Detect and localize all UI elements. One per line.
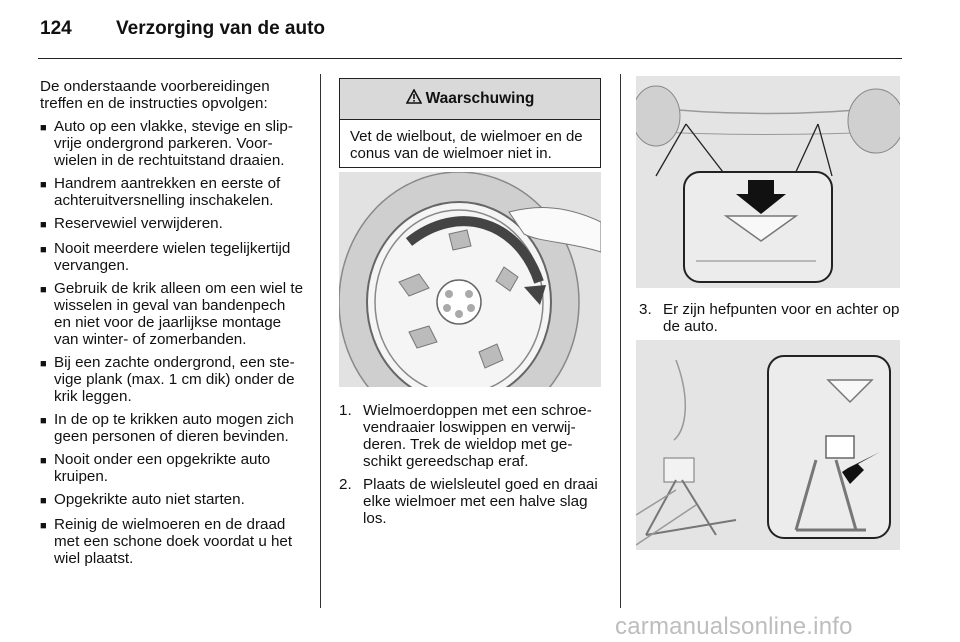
- bullet-item: [40, 354, 306, 405]
- bullet-text: Nooit onder een opgekrikte auto kruipen.: [54, 451, 271, 485]
- bullet-text: Opgekrikte auto niet starten.: [54, 491, 245, 508]
- wheel-cover-illustration: [339, 172, 601, 387]
- page-header: [40, 18, 325, 40]
- footer-watermark: carmanualsonline.info: [615, 613, 853, 640]
- bullet-item: [40, 240, 306, 274]
- step-text: Plaats de wielsleutel goed en draai elke wielmoer met een halve slag los.: [363, 476, 598, 527]
- bullet-item: [40, 411, 306, 445]
- warning-triangle-icon: [406, 89, 422, 109]
- bullet-item: [40, 175, 306, 209]
- warning-header: [340, 79, 600, 120]
- bullet-item: [40, 516, 306, 567]
- step-item: [339, 476, 605, 527]
- page-title: Verzorging van de auto: [116, 18, 326, 39]
- jack-placement-illustration: [636, 340, 900, 550]
- step-text: Er zijn hefpunten voor en achter op de auto.: [663, 301, 900, 335]
- bullet-text: Handrem aantrekken en eerste of achteruitversnelling inschakelen.: [54, 175, 281, 209]
- bullet-square-icon: ■: [40, 520, 47, 532]
- step-text: Wielmoerdoppen met een schroevendraaier loswippen en verwijderen. Trek de wieldop met geschikt gereedschap eraf.: [363, 402, 592, 470]
- bullet-text: Auto op een vlakke, stevige en slipvrije ondergrond parkeren. Voorwielen in de rechtuitstand draaien.: [54, 118, 293, 169]
- column-divider: [620, 74, 621, 608]
- bullet-square-icon: ■: [40, 415, 47, 427]
- lifting-points-illustration: [636, 76, 900, 288]
- warning-text: Vet de wielbout, de wielmoer en de conus van de wielmoer niet in.: [350, 128, 583, 162]
- bullet-text: Reinig de wielmoeren en de draad met een schone doek voordat u het wiel plaatst.: [54, 516, 293, 567]
- steps-list-b: [639, 301, 901, 341]
- instructions-column: [40, 78, 306, 573]
- bullet-square-icon: ■: [40, 358, 47, 370]
- page-number: 124: [40, 18, 72, 39]
- step-item: [639, 301, 901, 335]
- bullet-item: [40, 451, 306, 485]
- bullet-item: [40, 118, 306, 169]
- step-number: 3.: [639, 301, 652, 318]
- bullet-square-icon: ■: [40, 244, 47, 256]
- bullet-square-icon: ■: [40, 495, 47, 507]
- step-item: [339, 402, 605, 470]
- bullet-text: Reservewiel verwijderen.: [54, 215, 223, 232]
- bullet-square-icon: ■: [40, 122, 47, 134]
- warning-box: [339, 78, 601, 168]
- steps-list-a: [339, 402, 605, 533]
- bullet-square-icon: ■: [40, 219, 47, 231]
- warning-title: Waarschuwing: [425, 90, 535, 107]
- column-divider: [320, 74, 321, 608]
- step-number: 2.: [339, 476, 352, 493]
- bullet-square-icon: ■: [40, 284, 47, 296]
- bullet-text: In de op te krikken auto mogen zich geen personen of dieren bevinden.: [54, 411, 294, 445]
- bullet-text: Gebruik de krik alleen om een wiel te wisselen in geval van bandenpech en niet voor de jaarlijkse montage van winter- of zomerbanden.: [54, 280, 304, 348]
- bullet-item: [40, 215, 306, 234]
- header-rule: [38, 58, 902, 59]
- bullet-square-icon: ■: [40, 179, 47, 191]
- intro-text: De onderstaande voorbereidingen treffen en de instructies opvolgen:: [40, 78, 270, 112]
- step-number: 1.: [339, 402, 352, 419]
- bullet-text: Nooit meerdere wielen tegelijkertijd vervangen.: [54, 240, 291, 274]
- bullet-item: [40, 280, 306, 348]
- bullet-text: Bij een zachte ondergrond, een stevige plank (max. 1 cm dik) onder de krik leggen.: [54, 354, 295, 405]
- bullet-square-icon: ■: [40, 455, 47, 467]
- bullet-item: [40, 491, 306, 510]
